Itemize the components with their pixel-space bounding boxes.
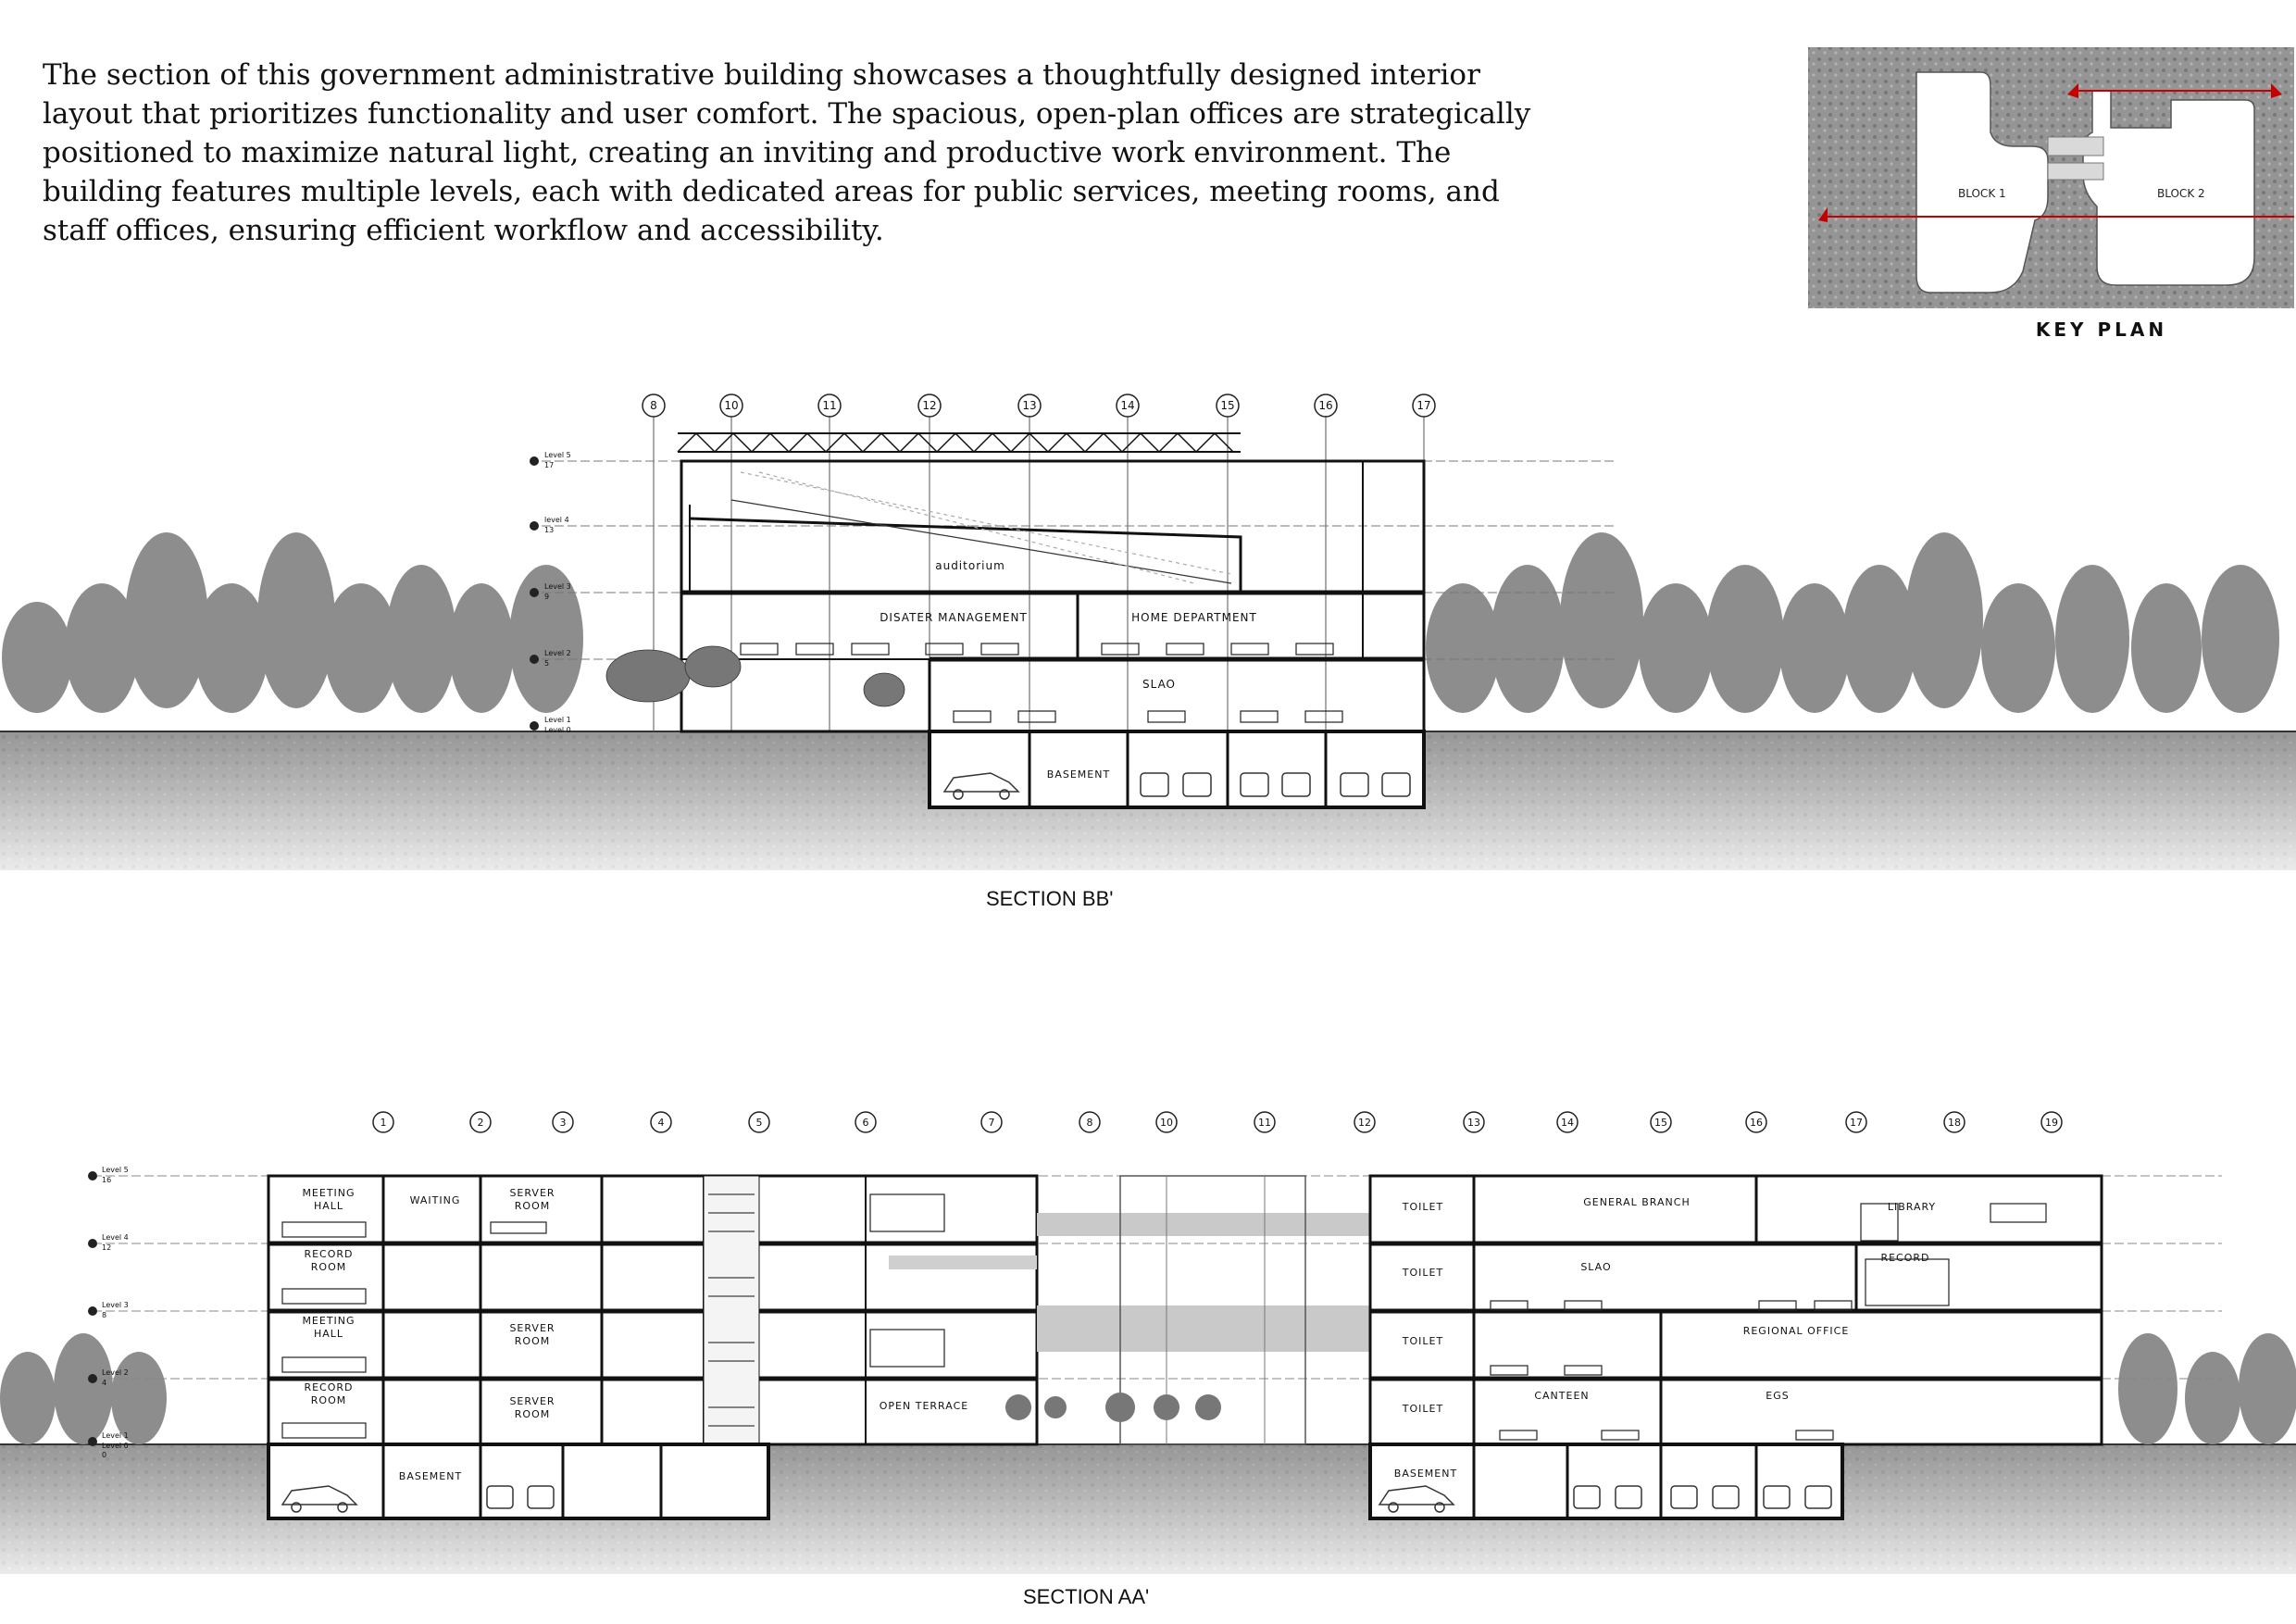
- section-aa-title: SECTION AA': [1023, 1585, 1150, 1608]
- room-label-open-terrace: OPEN TERRACE: [879, 1400, 969, 1412]
- grid-label: 19: [2045, 1117, 2058, 1129]
- room-label-general-branch: GENERAL BRANCH: [1583, 1196, 1691, 1208]
- room-label-slao: SLAO: [1142, 678, 1177, 691]
- office-furniture: [741, 643, 1342, 722]
- svg-text:ROOM: ROOM: [310, 1261, 347, 1273]
- room-label-record: RECORD: [1880, 1252, 1930, 1264]
- grid-label: 5: [755, 1117, 763, 1129]
- grid-label: 18: [1948, 1117, 1961, 1129]
- grid-bubbles: [643, 394, 1435, 417]
- block-2-section: [1370, 1176, 2102, 1444]
- svg-text:Level 0: Level 0: [102, 1442, 129, 1450]
- room-label-record-room: RECORD: [304, 1248, 354, 1260]
- room-label-basement: BASEMENT: [1393, 1468, 1458, 1480]
- grid-label: 14: [1561, 1117, 1574, 1129]
- svg-text:ROOM: ROOM: [514, 1200, 551, 1212]
- svg-text:ROOM: ROOM: [514, 1335, 551, 1347]
- tree-line-right: [1426, 532, 2279, 713]
- room-label-canteen: CANTEEN: [1534, 1390, 1590, 1402]
- svg-text:12: 12: [102, 1243, 112, 1252]
- key-plan: [1805, 44, 2296, 313]
- grid-label: 8: [1086, 1117, 1093, 1129]
- svg-text:Level 4: Level 4: [102, 1233, 129, 1242]
- room-label-disaster-management: DISATER MANAGEMENT: [880, 611, 1028, 624]
- tree-line-right: [2118, 1333, 2296, 1444]
- grid-label: 13: [1467, 1117, 1480, 1129]
- svg-text:Level 5: Level 5: [102, 1166, 129, 1174]
- svg-text:5: 5: [544, 659, 550, 668]
- svg-text:ROOM: ROOM: [310, 1394, 347, 1406]
- room-label-slao: SLAO: [1580, 1261, 1612, 1273]
- key-plan-title: KEY PLAN: [2035, 319, 2168, 341]
- grid-label: 14: [1120, 399, 1135, 412]
- room-label-server-room: SERVER: [509, 1395, 555, 1407]
- grid-label: 11: [822, 399, 837, 412]
- svg-text:Level 3: Level 3: [102, 1301, 129, 1309]
- svg-text:4: 4: [102, 1379, 107, 1387]
- room-label-server-room: SERVER: [509, 1187, 555, 1199]
- roof-truss: [678, 433, 1241, 452]
- section-bb-building: [681, 461, 1424, 731]
- room-label-toilet: TOILET: [1402, 1267, 1444, 1279]
- grid-label: 15: [1220, 399, 1235, 412]
- grid-label: 15: [1654, 1117, 1667, 1129]
- section-aa-drawing: [0, 1093, 2296, 1593]
- svg-text:Level 0: Level 0: [544, 726, 571, 734]
- tree-line-left: [2, 532, 583, 713]
- svg-text:Level 2: Level 2: [102, 1368, 129, 1377]
- room-label-home-department: HOME DEPARTMENT: [1131, 611, 1257, 624]
- svg-text:8: 8: [102, 1311, 107, 1319]
- room-label-meeting-hall: MEETING: [302, 1187, 356, 1199]
- basement-aa-left: [268, 1444, 768, 1518]
- grid-label: 12: [922, 399, 937, 412]
- room-label-basement: BASEMENT: [1046, 768, 1111, 781]
- grid-label: 4: [657, 1117, 665, 1129]
- grid-label: 10: [724, 399, 739, 412]
- svg-text:ROOM: ROOM: [514, 1408, 551, 1420]
- grid-label: 7: [988, 1117, 995, 1129]
- room-label-toilet: TOILET: [1402, 1403, 1444, 1415]
- room-label-toilet: TOILET: [1402, 1335, 1444, 1347]
- grid-label: 13: [1022, 399, 1037, 412]
- svg-text:16: 16: [102, 1176, 112, 1184]
- svg-text:13: 13: [544, 526, 555, 534]
- grid-label: 11: [1258, 1117, 1271, 1129]
- room-label-regional-office: REGIONAL OFFICE: [1742, 1325, 1850, 1337]
- svg-text:HALL: HALL: [313, 1328, 344, 1340]
- section-bb-drawing: [0, 370, 2296, 907]
- svg-text:Level 2: Level 2: [544, 649, 571, 657]
- grid-label: 3: [559, 1117, 567, 1129]
- description-text: The section of this government administrative building showcases a thoughtfully designed interior layout that prioritizes functionality and user comfort. The spacious, open-plan offices are strategically positioned to maximize natural light, creating an inviting and productive work environment. The building features multiple levels, each with dedicated areas for public services, meeting rooms, and staff offices, ensuring efficient workflow and accessibility.: [43, 58, 1531, 247]
- landscape-trees: [606, 646, 905, 706]
- grid-lines: [654, 407, 1424, 731]
- room-label-library: LIBRARY: [1887, 1201, 1937, 1213]
- block-1-label: BLOCK 1: [1958, 187, 2006, 200]
- room-label-meeting-hall: MEETING: [302, 1315, 356, 1327]
- grid-label: 17: [1850, 1117, 1863, 1129]
- block-2-label: BLOCK 2: [2157, 187, 2205, 200]
- svg-text:Level 1: Level 1: [544, 716, 571, 724]
- grid-bubbles: [373, 1112, 2062, 1132]
- grid-label: 17: [1416, 399, 1431, 412]
- room-label-server-room: SERVER: [509, 1322, 555, 1334]
- room-label-basement: BASEMENT: [398, 1470, 463, 1482]
- svg-text:HALL: HALL: [313, 1200, 344, 1212]
- grid-label: 16: [1750, 1117, 1763, 1129]
- svg-text:17: 17: [544, 461, 555, 469]
- svg-text:0: 0: [102, 1451, 107, 1459]
- room-label-waiting: WAITING: [409, 1194, 461, 1206]
- room-label-record-room: RECORD: [304, 1381, 354, 1393]
- svg-text:Level 3: Level 3: [544, 582, 571, 591]
- tree-line-left: [0, 1333, 167, 1444]
- svg-text:level 4: level 4: [544, 516, 569, 524]
- grid-label: 2: [477, 1117, 484, 1129]
- grid-label: 16: [1318, 399, 1333, 412]
- grid-label: 6: [862, 1117, 869, 1129]
- grid-label: 12: [1358, 1117, 1371, 1129]
- section-bb-title: SECTION BB': [986, 887, 1114, 910]
- svg-text:Level 5: Level 5: [544, 451, 571, 459]
- room-label-auditorium: auditorium: [935, 559, 1005, 572]
- grid-label: 8: [650, 399, 657, 412]
- svg-text:9: 9: [544, 593, 550, 601]
- room-label-toilet: TOILET: [1402, 1201, 1444, 1213]
- basement-aa-right: [1370, 1444, 1842, 1518]
- grid-label: 10: [1160, 1117, 1173, 1129]
- room-label-egs: EGS: [1766, 1390, 1790, 1402]
- grid-label: 1: [380, 1117, 387, 1129]
- svg-text:Level 1: Level 1: [102, 1431, 129, 1440]
